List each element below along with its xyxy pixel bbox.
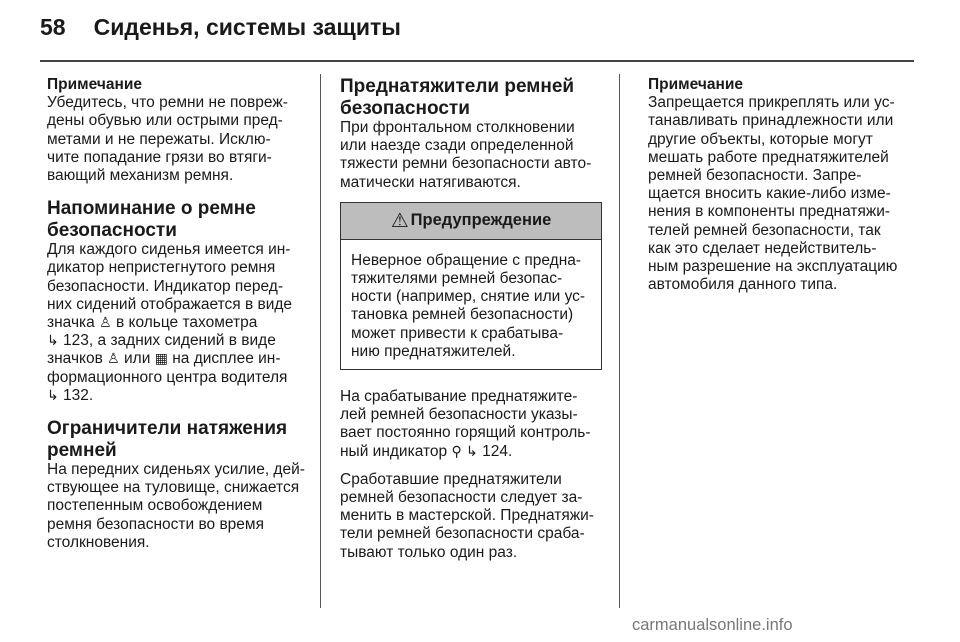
text-line: постепенным освобождением [47,497,263,515]
text-line: них сидений отображается в виде [47,295,293,313]
text-line: тановка ремней безопасности) [351,306,574,324]
text-line: Убедитесь, что ремни не повреж- [47,94,288,112]
text-line: значков ♙ или ▦ на дисплее ин- [47,350,281,368]
text-line: может привести к срабатыва- [351,324,564,342]
section-heading: ремней [47,439,117,461]
page-header [40,14,401,41]
page-title: Сиденья, системы защиты [93,14,401,40]
section-heading: Напоминание о ремне [47,198,256,220]
seatbelt-icon: ♙ [107,350,120,367]
text-line: автомобиля данного типа. [648,276,838,294]
page-reference-icon: ↳ [466,442,478,459]
text-line: тели ремней безопасности сраба- [340,525,585,543]
note-title: Примечание [47,76,142,93]
text-line: или наезде сзади определенной [340,137,574,155]
text-line: как это сделает недействитель- [648,239,877,257]
text-line: тяжести ремни безопасности авто- [340,155,592,173]
text-line: значка ♙ в кольце тахометра [47,314,258,332]
text-line: другие объекты, которые могут [648,130,873,148]
text-line: нения в компоненты преднатяжи- [648,203,891,221]
text-line: вает постоянно горящий контроль- [340,424,591,442]
text-line: ремней безопасности. Запре- [648,167,862,185]
text-line: ности (например, снятие или ус- [351,288,586,306]
text-line: щается вносить какие-либо изме- [648,185,891,203]
note-title: Примечание [648,76,743,93]
column-2 [340,76,602,562]
text-line: мешать работе преднатяжителей [648,148,889,166]
warning-body [341,240,601,369]
text-line: матически натягиваются. [340,173,521,191]
header-rule [40,60,914,62]
watermark: carmanualsonline.info [632,616,793,634]
text-line: лей ремней безопасности указы- [340,406,578,424]
text-line: формационного центра водителя [47,368,288,386]
text-line: ный индикатор ⚲ ↳ 124. [340,442,513,460]
text-line: дены обувью или острыми пред- [47,112,283,130]
text-line: ↳ 123, а задних сидений в виде [47,332,276,350]
page-reference-icon: ↳ [47,386,59,403]
text-line: чите попадание грязи во втяги- [47,148,272,166]
warning-triangle-icon: ⚠ [390,210,409,233]
section-heading: безопасности [340,97,470,119]
text-line: дикатор непристегнутого ремня [47,259,276,277]
text-line: телей ремней безопасности, так [648,221,881,239]
text-line: вающий механизм ремня. [47,167,234,185]
text-line: Неверное обращение с предна- [351,251,582,269]
text-line: тяжителями ремней безопас- [351,270,563,288]
pretensioner-indicator-icon: ⚲ [451,442,462,459]
section-heading: Преднатяжители ремней [340,76,575,97]
text-line: При фронтальном столкновении [340,119,575,136]
section-heading: безопасности [47,219,177,241]
text-line: ствующее на туловище, снижается [47,479,300,497]
seatbelt-icon: ♙ [99,314,112,331]
column-divider-2 [619,74,620,608]
text-line: Сработавшие преднатяжители [340,470,562,488]
rear-seat-indicator-icon: ▦ [154,350,168,367]
text-line: столкновения. [47,533,150,551]
warning-box [340,202,602,370]
text-line: ремня безопасности во время [47,515,264,533]
text-line: Для каждого сиденья имеется ин- [47,241,291,259]
column-3 [648,76,914,294]
text-line: ным разрешение на эксплуатацию [648,258,898,276]
text-line: танавливать принадлежности или [648,112,894,130]
page-number: 58 [40,14,66,40]
column-divider-1 [320,74,321,608]
text-line: ремней безопасности следует за- [340,489,583,507]
column-1 [47,76,309,552]
text-line: метами и не пережаты. Исклю- [47,130,271,148]
text-line: Запрещается прикреплять или ус- [648,94,895,112]
text-line: нию преднатяжителей. [351,342,516,360]
warning-header [341,203,601,240]
text-line: безопасности. Индикатор перед- [47,277,283,295]
text-line: тывают только один раз. [340,543,518,561]
page-reference-icon: ↳ [47,332,59,349]
text-line: На срабатывание преднатяжите- [340,388,578,406]
warning-title: Предупреждение [410,211,552,230]
text-line: менить в мастерской. Преднатяжи- [340,507,594,525]
section-heading: Ограничители натяжения [47,418,288,440]
text-line: ↳ 132. [47,386,94,404]
text-line: На передних сиденьях усилие, дей- [47,461,305,479]
